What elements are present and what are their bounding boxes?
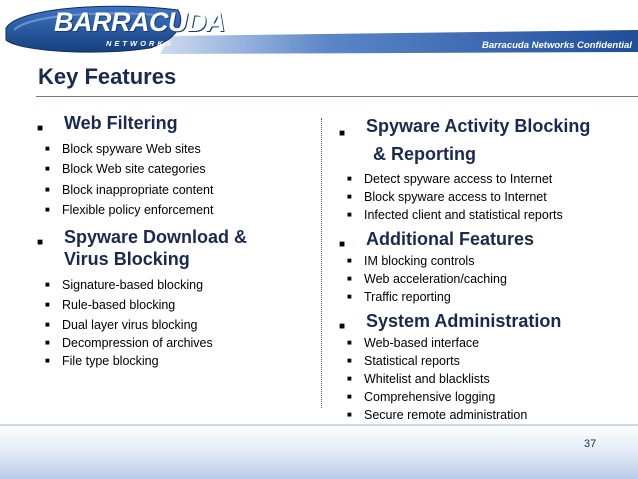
square-bullet-icon: ■ bbox=[347, 392, 352, 401]
section-heading-system-administration: ■ System Administration bbox=[337, 310, 635, 332]
list-item: ■ Flexible policy enforcement bbox=[45, 203, 214, 217]
square-bullet-icon: ■ bbox=[45, 356, 50, 365]
list-item: ■ Statistical reports bbox=[347, 354, 460, 368]
list-item: ■ Decompression of archives bbox=[45, 336, 213, 350]
list-item: ■ Dual layer virus blocking bbox=[45, 318, 198, 332]
square-bullet-icon: ■ bbox=[45, 205, 50, 214]
page-number: 37 bbox=[584, 438, 597, 450]
list-item: ■ Web-based interface bbox=[347, 336, 480, 350]
logo-text: BARRACUDA bbox=[54, 7, 225, 37]
header-band bbox=[0, 0, 638, 60]
list-item: ■ Block spyware access to Internet bbox=[347, 190, 547, 204]
square-bullet-icon: ■ bbox=[45, 164, 50, 173]
column-divider bbox=[321, 118, 322, 408]
square-bullet-icon: ■ bbox=[45, 280, 50, 289]
list-item: ■ Infected client and statistical reports bbox=[347, 208, 563, 222]
list-item: ■ Detect spyware access to Internet bbox=[347, 172, 553, 186]
list-item: ■ Block spyware Web sites bbox=[45, 142, 201, 156]
square-bullet-icon: ■ bbox=[347, 338, 352, 347]
left-column bbox=[35, 112, 315, 370]
list-item: ■ Block Web site categories bbox=[45, 162, 206, 176]
square-bullet-icon: ■ bbox=[45, 338, 50, 347]
right-column bbox=[337, 112, 635, 424]
square-bullet-icon: ■ bbox=[347, 192, 352, 201]
list-item: ■ Traffic reporting bbox=[347, 290, 451, 304]
logo-subtext: NETWORKS bbox=[106, 39, 174, 48]
list-item: ■ Rule-based blocking bbox=[45, 298, 176, 312]
section-heading-spyware-activity: ■ Spyware Activity Blocking & Reporting bbox=[339, 116, 591, 164]
square-bullet-icon: ■ bbox=[45, 185, 50, 194]
square-bullet-icon: ■ bbox=[45, 300, 50, 309]
square-bullet-icon: ■ bbox=[45, 320, 50, 329]
confidential-label: Barracuda Networks Confidential bbox=[482, 40, 632, 51]
section-heading-spyware-download: ■ Spyware Download & Virus Blocking bbox=[37, 227, 248, 269]
section-heading-additional-features: ■ Additional Features bbox=[337, 228, 635, 250]
list-item: ■ Whitelist and blacklists bbox=[347, 372, 490, 386]
square-bullet-icon: ■ bbox=[347, 210, 352, 219]
square-bullet-icon: ■ bbox=[37, 123, 44, 134]
square-bullet-icon: ■ bbox=[347, 274, 352, 283]
list-item: ■ Signature-based blocking bbox=[45, 278, 204, 292]
list-item: ■ Secure remote administration bbox=[347, 408, 528, 422]
square-bullet-icon: ■ bbox=[347, 174, 352, 183]
square-bullet-icon: ■ bbox=[347, 374, 352, 383]
square-bullet-icon: ■ bbox=[339, 128, 346, 139]
title-rule bbox=[36, 96, 638, 97]
square-bullet-icon: ■ bbox=[347, 356, 352, 365]
footer-band bbox=[0, 424, 638, 479]
square-bullet-icon: ■ bbox=[347, 256, 352, 265]
section-heading-web-filtering: ■ Web Filtering bbox=[35, 112, 315, 134]
list-item: ■ Comprehensive logging bbox=[347, 390, 496, 404]
list-item: ■ Block inappropriate content bbox=[45, 183, 214, 197]
list-item: ■ File type blocking bbox=[45, 354, 159, 368]
list-item: ■ Web acceleration/caching bbox=[347, 272, 507, 286]
square-bullet-icon: ■ bbox=[339, 239, 346, 250]
square-bullet-icon: ■ bbox=[347, 292, 352, 301]
list-item: ■ IM blocking controls bbox=[347, 254, 475, 268]
square-bullet-icon: ■ bbox=[37, 237, 44, 248]
square-bullet-icon: ■ bbox=[339, 321, 346, 332]
square-bullet-icon: ■ bbox=[347, 410, 352, 419]
square-bullet-icon: ■ bbox=[45, 144, 50, 153]
page-title: Key Features bbox=[38, 64, 177, 89]
